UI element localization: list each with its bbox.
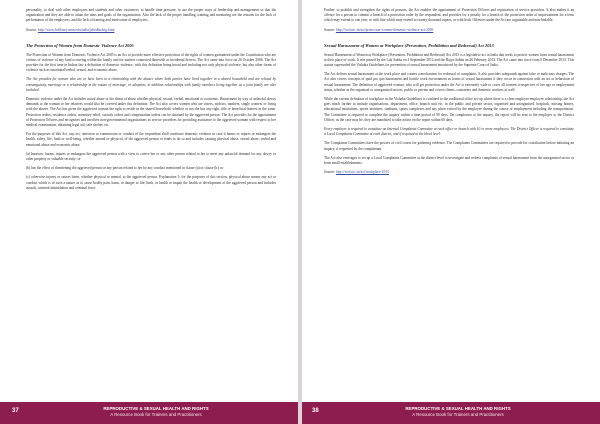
source-label: Source: xyxy=(324,27,336,32)
source-line xyxy=(324,28,574,33)
body-paragraph: For the purposes of this Act, any act, omission or commission or conduct of the respondent shall constitute domestic violence in case it harms or injures or endangers the health, safety, life, limb or well-being, whether mental or physical, of the aggrieved person or tends to do so and includes causing physical abuse, sexual abuse, verbal and emotional abuse and economic abuse. xyxy=(26,132,276,147)
body-paragraph: The Act also envisages to set up a Local Complaints Committee at the district level to investigate and redress complaints of sexual harassment from the unorganised sector or from small establishments. xyxy=(324,155,574,166)
footer-title xyxy=(56,406,256,418)
section-heading: The Protection of Women from Domestic Violence Act 2005 xyxy=(26,42,134,48)
source-label: Source: xyxy=(324,170,336,175)
footer-title-line2: A Resource Book for Trainers and Practitioners xyxy=(110,412,202,417)
body-paragraph: (c) otherwise injures or causes harm, whether physical or mental, to the aggrieved person. Explanation 1: for the purposes of this section, physical abuse means any act or conduct which is of such a nature as to cause bodily pain, harm, or danger to life, limb, or health or impair the health or development of the aggrieved person and includes assault, criminal intimidation and criminal force. xyxy=(26,175,276,190)
page-number: 38 xyxy=(312,408,319,414)
left-text-column xyxy=(26,8,276,195)
body-paragraph: (b) has the effect of threatening the aggrieved person or any person related to her by any conduct mentioned in clause (a) or clause (b); or xyxy=(26,166,224,171)
body-paragraph: The Complaints Committees have the powers of civil courts for gathering evidence. The Complaints Committees are required to provide for conciliation before initiating an inquiry, if requested by the complainant. xyxy=(324,141,574,151)
footer-title-line2: A Resource Book for Trainers and Practitioners xyxy=(412,412,504,417)
source-link[interactable]: http://wcd.nic.in/act/protection-women-domestic-violence-act-2005 xyxy=(335,27,434,32)
source-link[interactable]: http://www.hrlibrary.umn.edu/india/jsbodhodrig.html xyxy=(37,27,115,32)
source-line xyxy=(324,170,574,175)
page-footer xyxy=(0,402,298,424)
body-paragraph: The Act defines sexual harassment at the work place and creates a mechanism for redressal of complaints. It also provides safeguards against false or malicious charges. The Act also covers concepts of quid pro quo harassment and hostile work environment as forms of sexual harassment if they occur in connection with an act or behaviour of sexual harassment. The definition of aggrieved woman, who will get protection under the Act is extremely wide to cover all women, irrespective of her age or employment status, whether in the organised or unorganised sectors, public or private and covers clients, customers and domestic workers as well. xyxy=(324,72,574,92)
body-paragraph: Sexual Harassment of Women at Workplace (Prevention, Prohibition and Redressal) Act 2013 is a legislative act in India that seeks to protect women from sexual harassment at their place of work. It was passed by the Lok Sabha on 3 September 2012 and the Rajya Sabha on 26 February 2013. The Act came into force from 9 December 2013. This statute superseded the Vishaka Guidelines for prevention of sexual harassment introduced by the Supreme Court of India. xyxy=(324,52,574,68)
source-label: Source: xyxy=(26,27,38,32)
section-heading: Sexual Harassment of Women at Workplace (Prevention, Prohibition and Redressal) Act 2013 xyxy=(324,42,494,48)
intro-paragraph: personality, to deal with other employees and students and other customers, to handle time pressure, to use the proper ways of leadership and management so that the organization and they are able to attain the aims and goals of the organization. Also the lack of the proper handling, training and mentoring are the reasons for the lack of performance of the employees, and the lack of training and motivation of employees. xyxy=(26,8,276,23)
footer-title xyxy=(358,406,558,418)
right-page xyxy=(302,0,600,424)
left-page xyxy=(0,0,298,424)
source-link[interactable]: http://wcd.nic.in/act/workplace-2013 xyxy=(335,170,389,175)
source-line xyxy=(26,28,276,33)
body-paragraph: While the current definition of workplace in the Vishaka Guidelines is confined to the traditional office set-up where there is a clear employer-employee relationship, the Act goes much further to include organisations, department, office, branch unit etc. in the public and private sector, organised and unorganised, hospitals, nursing homes, educational institutions, sports institutes, stadiums, sports complexes and any place visited by the employee during the course of employment including the transportation. The Committee is required to complete the inquiry within a time period of 90 days. On completion of the inquiry, the report will be sent to the employer or the District Officer, as the case may be, they are mandated to take action on the report within 60 days. xyxy=(324,97,574,122)
intro-paragraph: Further, to prohibit and strengthen the rights of persons, the Act enables the appointment of Protection Officers and registration of service providers. It also makes it an offence for a person to commit a breach of a protection order by the respondent, and provides for a penalty for a breach of the protection order of imprisonment for a term which may extend to one year, or with fine which may extend to twenty thousand rupees, or with both. Offences under the Act are cognizable and non-bailable. xyxy=(324,8,574,23)
body-paragraph: (a) harasses, harms, injures or endangers the aggrieved person with a view to coerce her or any other person related to her to meet any unlawful demand for any dowry or other property or valuable security; or xyxy=(26,151,276,162)
right-text-column xyxy=(324,8,574,183)
body-paragraph: The Protection of Women from Domestic Violence Act 2005 is an Act to provide more effective protection of the rights of women guaranteed under the Constitution who are victims of violence of any kind occurring within the family and for matters connected therewith or incidental thereto. The Act came into force on 26 October 2006. The Act provides for the first time in Indian law a definition of domestic violence, with this definition being broad and including not only physical violence, but also other forms of violence such as emotional/verbal, sexual, and economic abuse. xyxy=(26,52,276,73)
body-paragraph: Every employer is required to constitute an Internal Complaints Committee at each office or branch with 10 or more employees. The District Officer is required to constitute a Local Complaints Committee at each district, and if required at the block level. xyxy=(324,127,574,137)
footer-title-line1: REPRODUCTIVE & SEXUAL HEALTH AND RIGHTS xyxy=(405,406,511,411)
body-paragraph: The Act provides for women who are or have been in a relationship with the abuser where both parties have lived together in a shared household and are related by consanguinity, marriage or a relationship in the nature of marriage, or adoption; in addition relationships with family members living together as a joint family are also included. xyxy=(26,77,276,92)
footer-title-line1: REPRODUCTIVE & SEXUAL HEALTH AND RIGHTS xyxy=(103,406,209,411)
page-footer xyxy=(302,402,600,424)
page-number: 37 xyxy=(12,408,19,414)
body-paragraph: Domestic violence under the Act includes actual abuse or the threat of abuse whether physical, sexual, verbal, emotional or economic. Harassment by way of unlawful dowry demands to the woman or her relatives would also be covered under this definition. The Act also covers women who are sisters, widows, mothers, single women, or living with the abuser. The Act has given the aggrieved woman the right to reside in the shared household, whether or not she has any right, title or beneficial interest in the same. Protection orders, residence orders, monetary relief, custody orders and compensation orders can be obtained by the aggrieved person. The Act provides for the appointment of Protection Officers and recognises and involves non-governmental organisations as service providers for providing assistance to the aggrieved woman with respect to her medical examination, obtaining legal aid, safe shelter, etc. xyxy=(26,97,276,128)
